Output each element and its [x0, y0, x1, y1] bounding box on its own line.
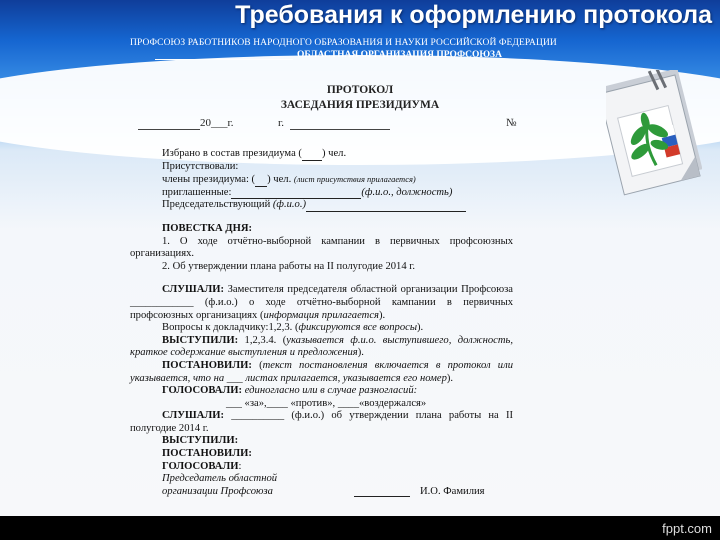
chair-line: Председательствующий (ф.и.о.)	[130, 199, 513, 212]
protocol-body	[130, 148, 513, 498]
date-line	[130, 117, 530, 131]
questions-line: Вопросы к докладчику:1,2,3. (фиксируются все вопросы).	[162, 322, 424, 334]
elected-line: Избрано в состав президиума ( ) чел.	[162, 148, 347, 159]
members-line: члены президиума: ( ) чел. (лист присутствия прилагается)	[162, 174, 416, 186]
votes-line: ___ «за»,____ «против», ____«воздержался»	[226, 397, 427, 409]
agenda-item-2: 2. Об утверждении плана работы на II полугодие 2014 г.	[162, 260, 416, 272]
city-blank	[290, 117, 390, 130]
voted-item-2: ГОЛОСОВАЛИ:	[162, 460, 242, 472]
voted-item-1: ГОЛОСОВАЛИ: единогласно или в случае разногласий:	[162, 385, 418, 397]
present-line: Присутствовали:	[162, 160, 239, 172]
heard-item-2: СЛУШАЛИ: __________ (ф.и.о.) об утверждении плана работы на II полугодие 2014 г.	[130, 410, 513, 434]
resolved-item-1: ПОСТАНОВИЛИ: (текст постановления включается в протокол или указывается, что на ___ листах прилагается, указывается его номер).	[130, 359, 514, 384]
protocol-title: ПРОТОКОЛ	[326, 84, 394, 96]
invited-line: приглашенные: (ф.и.о., должность)	[162, 186, 453, 198]
agenda-title: ПОВЕСТКА ДНЯ:	[162, 222, 253, 234]
heard-item-1: СЛУШАЛИ: Заместителя председателя областной организации Профсоюза ____________ (ф.и.о.) о ходе отчётно-выборной кампании в первичных профсоюзных организациях (информация прилагается).	[130, 284, 513, 321]
resolved-item-2: ПОСТАНОВИЛИ:	[162, 448, 252, 460]
spoke-item-2: ВЫСТУПИЛИ:	[162, 435, 239, 447]
header-regional-org-text: ОБЛАСТНАЯ ОРГАНИЗАЦИЯ ПРОФСОЮЗА	[297, 50, 502, 60]
signature-line: организации Профсоюза И.О. Фамилия	[162, 485, 485, 497]
date-year: 20___г.	[200, 117, 234, 129]
date-blank	[138, 117, 200, 130]
protocol-number: №	[506, 117, 517, 129]
slide-title: Требования к оформлению протокола	[235, 1, 712, 29]
header-blank-line	[155, 59, 293, 60]
protocol-subtitle: ЗАСЕДАНИЯ ПРЕЗИДИУМА	[280, 99, 440, 111]
agenda-item-1: 1. О ходе отчётно-выборной кампании в первичных профсоюзных организациях.	[130, 235, 513, 260]
signature-title-1: Председатель областной	[162, 473, 278, 485]
spoke-item-1: ВЫСТУПИЛИ: 1,2,3.4. (указывается ф.и.о. выступившего, должность, краткое содержание выступления и предложения).	[130, 334, 513, 359]
header-union-name: ПРОФСОЮЗ РАБОТНИКОВ НАРОДНОГО ОБРАЗОВАНИЯ И НАУКИ РОССИЙСКОЙ ФЕДЕРАЦИИ	[130, 38, 557, 48]
union-logo-icon	[606, 70, 702, 210]
header-regional-org	[155, 50, 502, 60]
city-prefix: г.	[278, 117, 285, 129]
fppt-watermark: fppt.com	[662, 521, 712, 536]
